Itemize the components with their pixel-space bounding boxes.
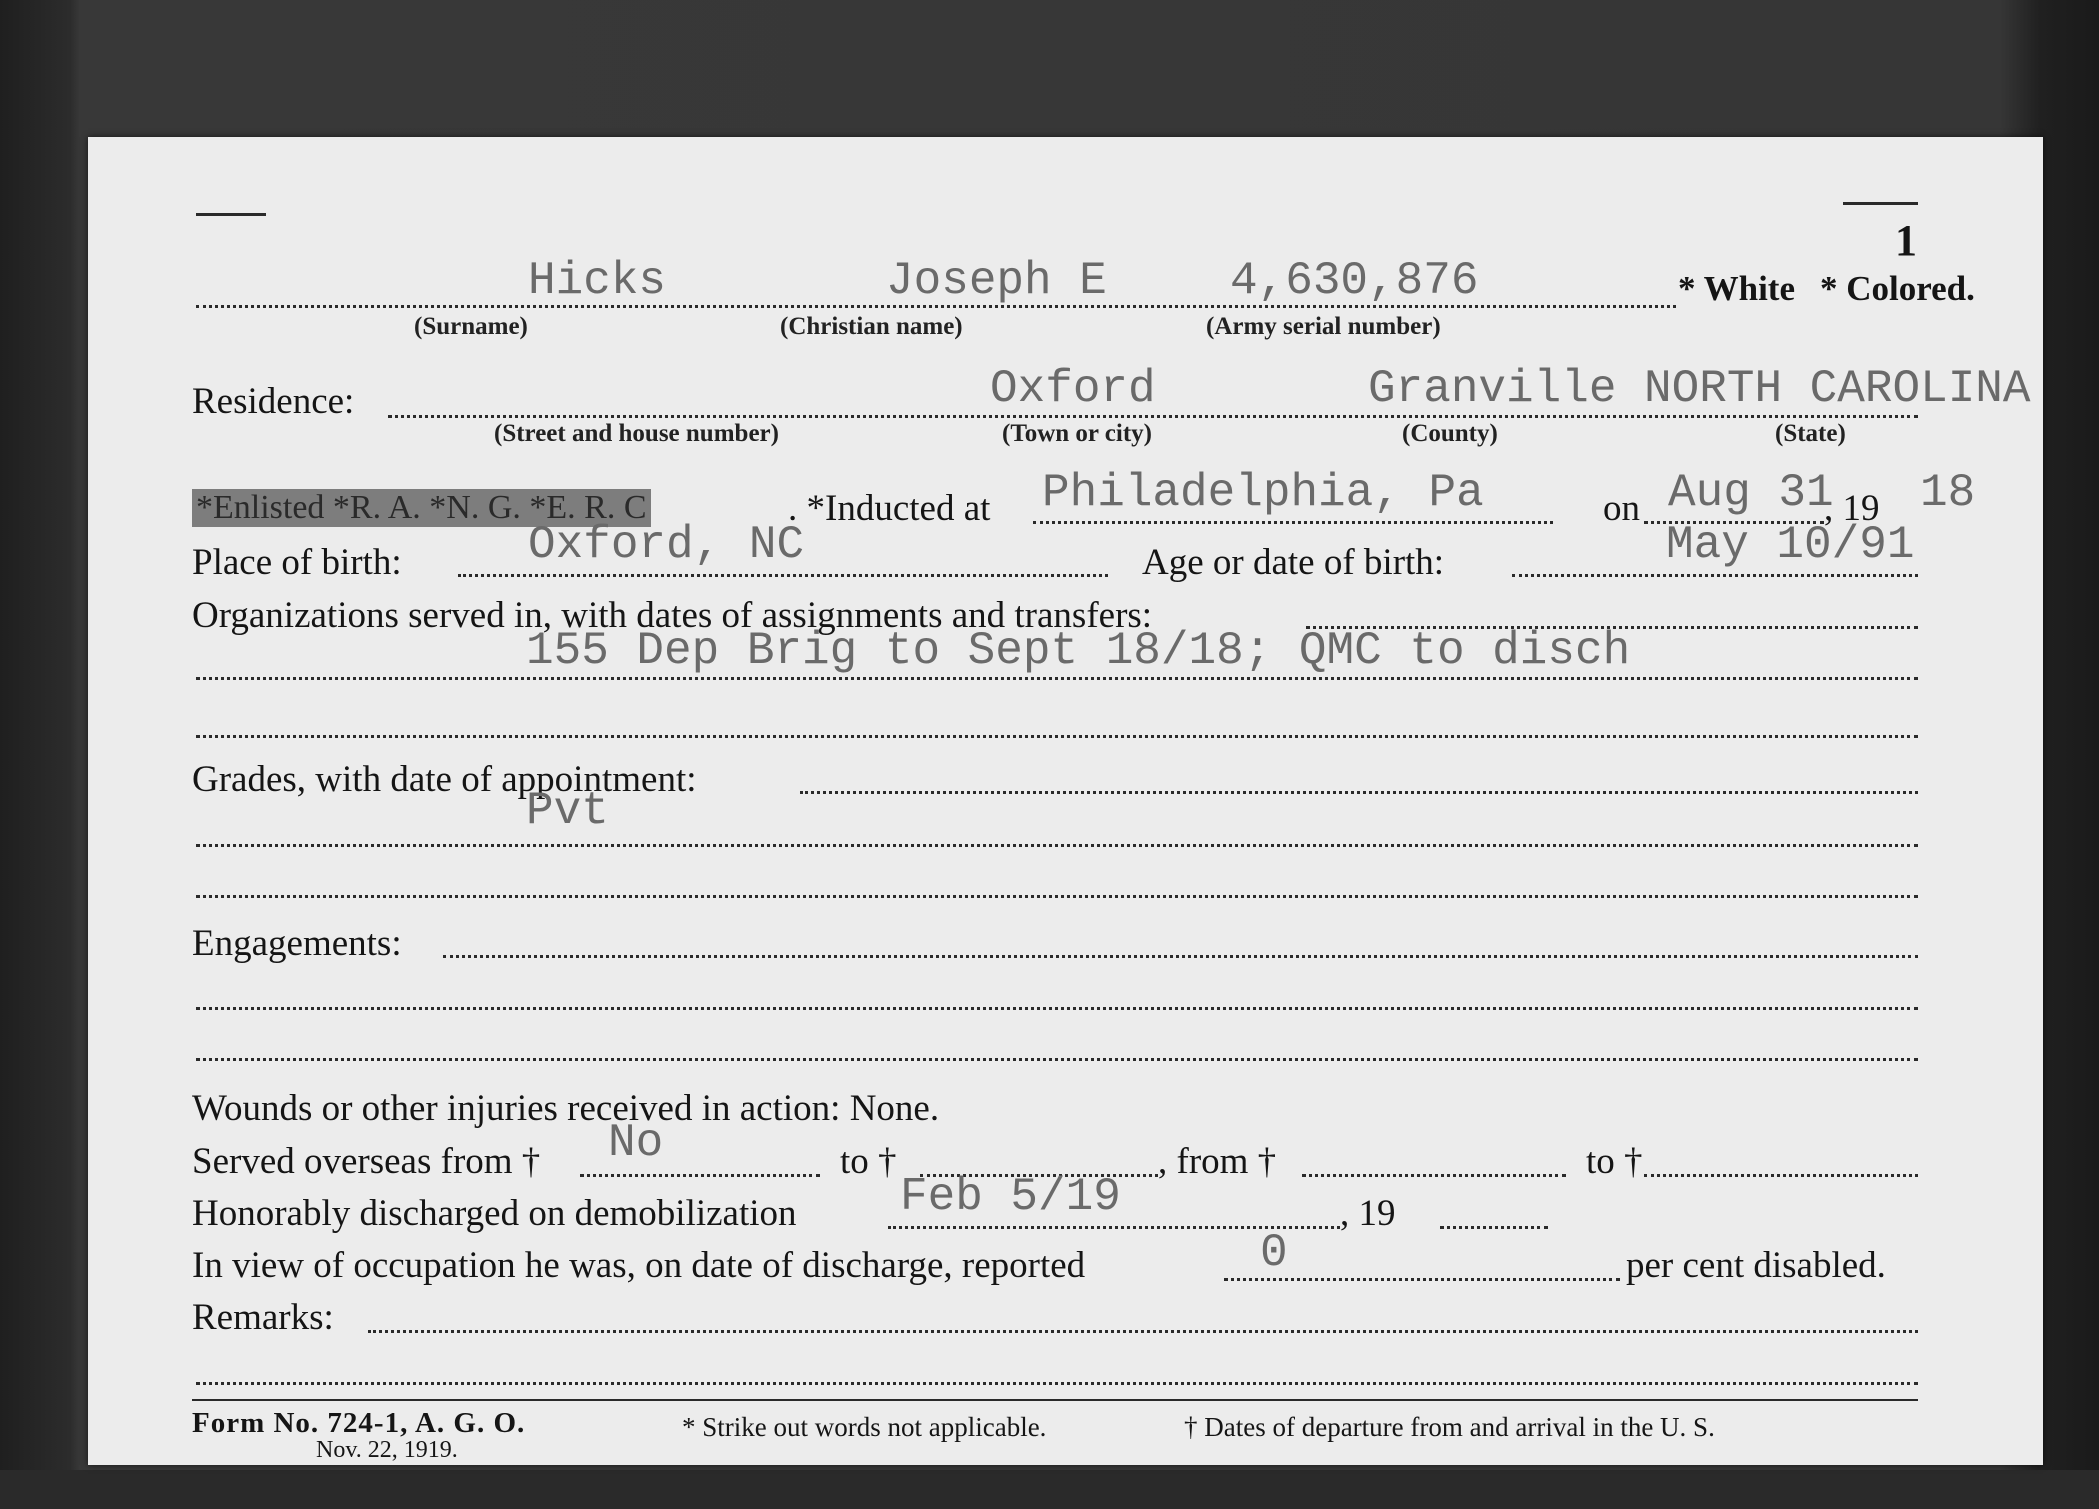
birth-date-line (1512, 574, 1918, 577)
overseas-value: No (608, 1117, 664, 1169)
state-caption: (State) (1775, 420, 1846, 447)
footnote-dates: † Dates of departure from and arrival in the U. S. (1184, 1412, 1715, 1442)
inducted-line (1033, 521, 1553, 524)
organizations-line-2 (196, 677, 1918, 680)
christian-name-value: Joseph E (886, 255, 1107, 307)
overseas-from-label: , from † (1158, 1141, 1277, 1182)
discharged-value: Feb 5/19 (900, 1171, 1121, 1223)
street-caption: (Street and house number) (494, 420, 779, 447)
grades-line-1 (800, 791, 1918, 794)
footnote-strike: * Strike out words not applicable. (682, 1412, 1047, 1442)
county-caption: (County) (1402, 420, 1498, 447)
surname-caption: (Surname) (414, 313, 528, 340)
discharged-label: Honorably discharged on demobilization (192, 1193, 797, 1234)
engagements-line-1 (443, 955, 1918, 958)
on-label: on (1603, 488, 1640, 529)
grades-line-3 (196, 895, 1918, 898)
inducted-year-value: 18 (1920, 467, 1976, 519)
engagements-label: Engagements: (192, 923, 402, 964)
birth-place-line (458, 574, 1108, 577)
bottom-strip (0, 1470, 2099, 1509)
residence-line (388, 415, 1918, 418)
race-white-label: * White (1678, 269, 1795, 308)
top-left-dash (196, 213, 266, 216)
discharged-year-label: , 19 (1340, 1193, 1396, 1234)
disabled-suffix: per cent disabled. (1626, 1245, 1886, 1286)
organizations-value: 155 Dep Brig to Sept 18/18; QMC to disch (526, 625, 1631, 677)
residence-label: Residence: (192, 381, 355, 422)
overseas-to-label-2: to † (1586, 1141, 1643, 1182)
race-colored-label: * Colored. (1820, 269, 1975, 308)
inducted-label: . *Inducted at (788, 488, 991, 529)
service-record-card (88, 137, 2043, 1465)
disabled-value: 0 (1260, 1227, 1288, 1279)
remarks-line-1 (368, 1330, 1918, 1333)
overseas-from-line (580, 1174, 820, 1177)
birth-date-value: May 10/91 (1666, 519, 1915, 571)
organizations-label: Organizations served in, with dates of assignments and transfers: (192, 595, 1153, 636)
remarks-line-2 (196, 1382, 1918, 1385)
age-label: Age or date of birth: (1142, 542, 1445, 583)
overseas-to-label: to † (840, 1141, 897, 1182)
serial-number-caption: (Army serial number) (1206, 313, 1441, 340)
inducted-place-value: Philadelphia, Pa (1042, 467, 1484, 519)
surname-value: Hicks (528, 255, 667, 307)
remarks-label: Remarks: (192, 1297, 334, 1338)
grades-line-2 (196, 844, 1918, 847)
county-state-value: Granville NORTH CAROLINA (1368, 363, 2031, 415)
organizations-line-3 (196, 735, 1918, 738)
town-value: Oxford (990, 363, 1156, 415)
top-right-dash (1843, 202, 1918, 205)
page-number: 1 (1895, 216, 1917, 265)
engagements-line-3 (196, 1058, 1918, 1061)
christian-name-caption: (Christian name) (780, 313, 963, 340)
footer-rule (192, 1399, 1918, 1401)
form-number: Form No. 724-1, A. G. O. (192, 1407, 526, 1439)
overseas-to-line-2 (1644, 1174, 1918, 1177)
grades-value: Pvt (526, 785, 609, 837)
form-date: Nov. 22, 1919. (316, 1437, 458, 1463)
place-of-birth-label: Place of birth: (192, 542, 402, 583)
overseas-from-line-2 (1302, 1174, 1566, 1177)
wounds-label: Wounds or other injuries received in action: None. (192, 1088, 940, 1129)
discharged-year-line (1440, 1226, 1548, 1229)
grades-label: Grades, with date of appointment: (192, 759, 697, 800)
birth-place-value: Oxford, NC (528, 519, 805, 571)
disabled-label: In view of occupation he was, on date of discharge, reported (192, 1245, 1086, 1286)
town-caption: (Town or city) (1002, 420, 1152, 447)
served-overseas-label: Served overseas from † (192, 1141, 541, 1182)
serial-number-value: 4,630,876 (1230, 255, 1479, 307)
engagements-line-2 (196, 1007, 1918, 1010)
inducted-date-value: Aug 31 (1668, 467, 1834, 519)
year-prefix: , 19 (1824, 488, 1880, 529)
enlisted-struck-text: *Enlisted *R. A. *N. G. *E. R. C (192, 489, 651, 527)
